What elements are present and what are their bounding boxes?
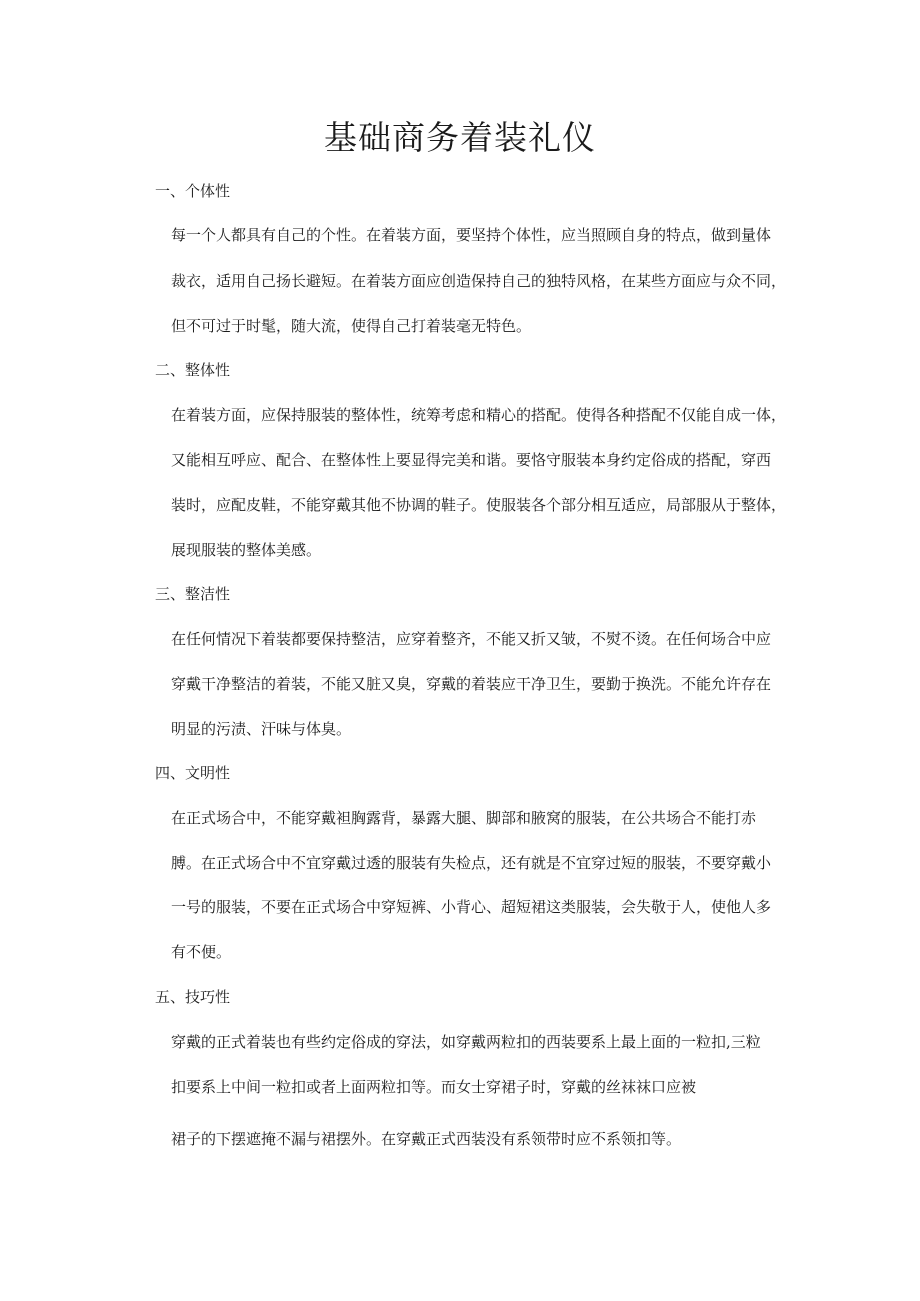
paragraph-line: 裁衣，适用自己扬长避短。在着装方面应创造保持自己的独特风格，在某些方面应与众不同， bbox=[171, 272, 787, 290]
paragraph-line: 裙子的下摆遮掩不漏与裙摆外。在穿戴正式西装没有系领带时应不系领扣等。 bbox=[171, 1130, 682, 1148]
paragraph-line: 但不可过于时髦，随大流，使得自己打着装毫无特色。 bbox=[171, 317, 532, 335]
paragraph-line: 每一个人都具有自己的个性。在着装方面，要坚持个体性，应当照顾自身的特点，做到量体 bbox=[171, 226, 772, 244]
paragraph-line: 穿戴干净整洁的着装，不能又脏又臭，穿戴的着装应干净卫生，要勤于换洗。不能允许存在 bbox=[171, 675, 772, 693]
paragraph-line: 在着装方面，应保持服装的整体性，统筹考虑和精心的搭配。使得各种搭配不仅能自成一体， bbox=[171, 406, 787, 424]
paragraph-line: 穿戴的正式着装也有些约定俗成的穿法，如穿戴两粒扣的西装要系上最上面的一粒扣,三粒 bbox=[171, 1033, 761, 1051]
section-heading-neatness: 三、整洁性 bbox=[155, 585, 231, 603]
section-heading-individuality: 一、个体性 bbox=[155, 182, 231, 200]
paragraph-line: 扣要系上中间一粒扣或者上面两粒扣等。而女士穿裙子时，穿戴的丝袜袜口应被 bbox=[171, 1078, 697, 1096]
section-heading-civility: 四、文明性 bbox=[155, 764, 231, 782]
paragraph-line: 一号的服装，不要在正式场合中穿短裤、小背心、超短裙这类服装，会失敬于人，使他人多 bbox=[171, 898, 772, 916]
paragraph-line: 在任何情况下着装都要保持整洁，应穿着整齐，不能又折又皱，不熨不烫。在任何场合中应 bbox=[171, 630, 772, 648]
paragraph-line: 在正式场合中，不能穿戴袒胸露背，暴露大腿、脚部和腋窝的服装，在公共场合不能打赤 bbox=[171, 809, 757, 827]
paragraph-line: 装时，应配皮鞋，不能穿戴其他不协调的鞋子。使服装各个部分相互适应，局部服从于整体， bbox=[171, 496, 787, 514]
paragraph-line: 明显的污渍、汗味与体臭。 bbox=[171, 720, 352, 738]
paragraph-line: 膊。在正式场合中不宜穿戴过透的服装有失检点，还有就是不宜穿过短的服装，不要穿戴小 bbox=[171, 854, 772, 872]
section-heading-integrity: 二、整体性 bbox=[155, 361, 231, 379]
paragraph-line: 又能相互呼应、配合、在整体性上要显得完美和谐。要恪守服装本身约定俗成的搭配，穿西 bbox=[171, 451, 772, 469]
section-heading-technique: 五、技巧性 bbox=[155, 988, 231, 1006]
paragraph-line: 有不便。 bbox=[171, 943, 232, 961]
document-title: 基础商务着装礼仪 bbox=[324, 118, 596, 157]
paragraph-line: 展现服装的整体美感。 bbox=[171, 541, 322, 559]
